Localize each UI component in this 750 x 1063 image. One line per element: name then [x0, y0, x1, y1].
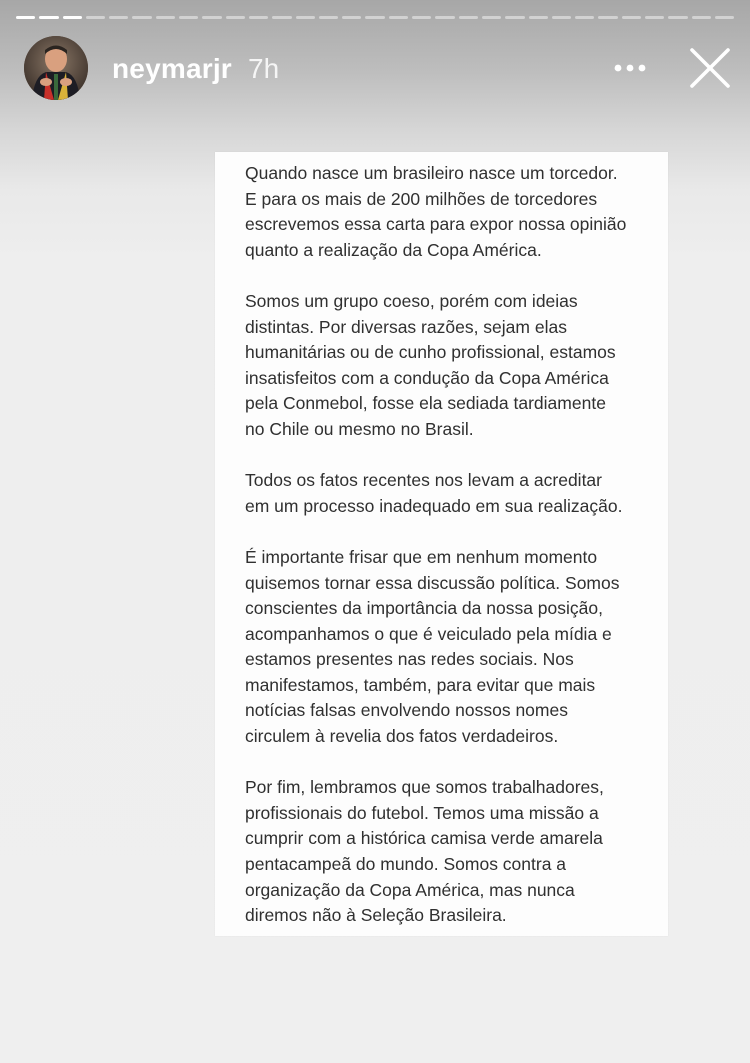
letter-line: organização da Copa América, mas nunca	[245, 879, 575, 900]
progress-segment	[109, 16, 128, 19]
letter-line: insatisfeitos com a condução da Copa América	[245, 367, 609, 388]
paragraph-gap	[245, 443, 655, 469]
letter-line: humanitárias ou de cunho profissional, estamos	[245, 342, 616, 363]
progress-segment	[226, 16, 245, 19]
progress-segment	[202, 16, 221, 19]
story-username[interactable]: neymarjr	[112, 53, 232, 84]
letter-line: quisemos tornar essa discussão política. Somos	[245, 572, 620, 593]
progress-segment	[86, 16, 105, 19]
letter-line: estamos presentes nas redes sociais. Nos	[245, 649, 574, 670]
progress-segment	[715, 16, 734, 19]
letter-line: cumprir com a histórica camisa verde amarela	[245, 828, 603, 849]
progress-segment	[319, 16, 338, 19]
letter-line: pentacampeã do mundo. Somos contra a	[245, 854, 567, 875]
progress-segment	[505, 16, 524, 19]
progress-segment	[132, 16, 151, 19]
letter-line: escrevemos essa carta para expor nossa opinião	[245, 214, 627, 235]
progress-segment	[156, 16, 175, 19]
letter-line: pela Conmebol, fosse ela sediada tardiamente	[245, 393, 606, 414]
letter-line: acompanhamos o que é veiculado pela mídia e	[245, 623, 612, 644]
letter-line: manifestamos, também, para evitar que mais	[245, 674, 596, 695]
progress-segment	[342, 16, 361, 19]
progress-segment	[63, 16, 82, 19]
progress-segment	[435, 16, 454, 19]
letter-image	[215, 152, 668, 936]
paragraph-gap	[245, 519, 655, 545]
letter-line: profissionais do futebol. Temos uma missão a	[245, 802, 599, 823]
progress-segment	[412, 16, 431, 19]
letter-text	[245, 161, 655, 929]
letter-line: no Chile ou mesmo no Brasil.	[245, 418, 474, 439]
progress-segment	[39, 16, 58, 19]
progress-segment	[482, 16, 501, 19]
progress-segment	[296, 16, 315, 19]
progress-segment	[179, 16, 198, 19]
letter-line: Todos os fatos recentes nos levam a acreditar	[245, 470, 602, 491]
progress-segment	[529, 16, 548, 19]
close-icon	[686, 44, 734, 92]
progress-segment	[575, 16, 594, 19]
progress-segment	[389, 16, 408, 19]
letter-line: Somos um grupo coeso, porém com ideias	[245, 290, 578, 311]
progress-segment	[16, 16, 35, 19]
letter-line: Quando nasce um brasileiro nasce um torcedor.	[245, 163, 618, 183]
progress-segment	[692, 16, 711, 19]
paragraph-gap	[245, 750, 655, 776]
story-timestamp: 7h	[248, 53, 280, 84]
profile-avatar[interactable]	[24, 36, 88, 100]
progress-segment	[552, 16, 571, 19]
avatar-image	[24, 36, 88, 100]
close-story-button[interactable]	[686, 44, 734, 92]
more-options-button[interactable]	[606, 50, 654, 86]
letter-line: distintas. Por diversas razões, sejam elas	[245, 316, 567, 337]
letter-line: notícias falsas envolvendo nossos nomes	[245, 700, 568, 721]
progress-segment	[645, 16, 664, 19]
letter-line: Por fim, lembramos que somos trabalhadores,	[245, 777, 604, 798]
more-horizontal-icon	[606, 50, 654, 86]
progress-segment	[459, 16, 478, 19]
letter-line: em um processo inadequado em sua realização.	[245, 495, 623, 516]
letter-line: E para os mais de 200 milhões de torcedores	[245, 188, 598, 209]
letter-line: diremos não à Seleção Brasileira.	[245, 905, 507, 926]
story-progress-bar	[16, 16, 734, 19]
letter-line: quanto a realização da Copa América.	[245, 239, 542, 260]
progress-segment	[365, 16, 384, 19]
letter-line: É importante frisar que em nenhum momento	[245, 546, 598, 567]
progress-segment	[249, 16, 268, 19]
progress-segment	[598, 16, 617, 19]
letter-line: conscientes da importância da nossa posição,	[245, 598, 603, 619]
paragraph-gap	[245, 263, 655, 289]
progress-segment	[622, 16, 641, 19]
progress-segment	[272, 16, 291, 19]
letter-line: circulem à revelia dos fatos verdadeiros.	[245, 726, 559, 747]
progress-segment	[668, 16, 687, 19]
